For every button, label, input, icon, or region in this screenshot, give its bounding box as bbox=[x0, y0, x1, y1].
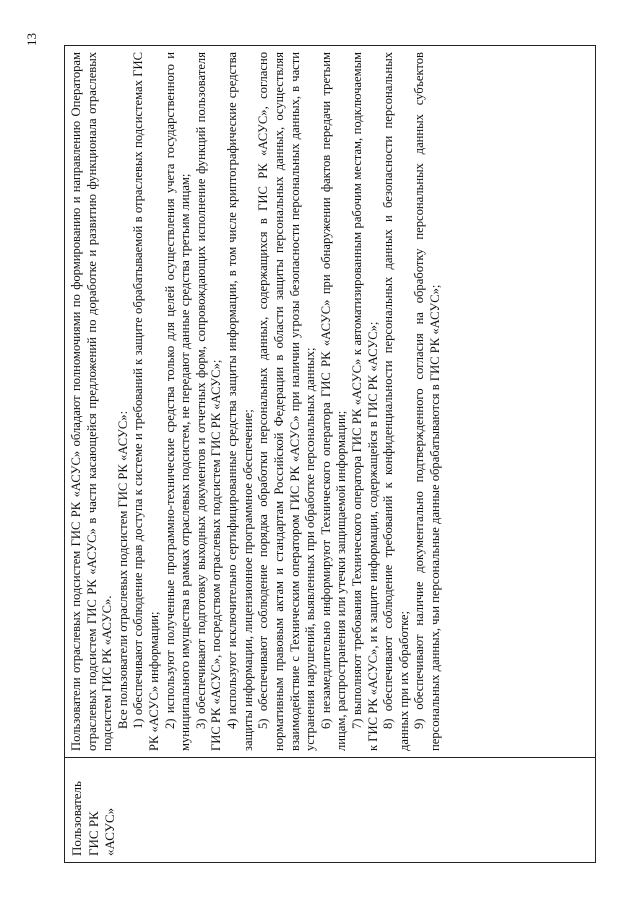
description-cell bbox=[65, 46, 596, 758]
duty-item: 9) обеспечивают наличие документально подтвержденного согласия на обработку персональных данных субъектов персональных данных, чьи персональные данные обрабатываются в ГИС РК «АСУС»; bbox=[412, 52, 443, 751]
table-row bbox=[65, 46, 596, 863]
duty-item: 1) обеспечивают соблюдение прав доступа к системе и требований к защите обрабатываемой в отраслевых подсистемах ГИС РК «АСУС» информации; bbox=[131, 52, 162, 751]
duty-item: 4) используют исключительно сертифицированные средства защиты информации, в том числе криптографические средства защиты информации, лицензионное программное обеспечение; bbox=[225, 52, 255, 751]
duty-item: 8) обеспечивают соблюдение требований к конфиденциальности персональных данных и безопасности персональных данных при их обработке; bbox=[381, 52, 411, 751]
all-users-heading: Все пользователи отраслевых подсистем ГИС РК «АСУС»: bbox=[115, 410, 130, 729]
duty-item: 5) обеспечивают соблюдение порядка обработки персональных данных, содержащихся в ГИС РК «АСУС», согласно нормативным правовым актам и стандартам Российской Федерации в области защиты персональных данных, осуществляя взаимодействие с Техническим оператором ГИС РК «АСУС» при наличии угрозы безопасности персональных данных, в части устранения нарушений, выявленных при обработке персональных данных; bbox=[256, 52, 318, 751]
duty-item: 2) используют полученные программно-технические средства только для целей осуществления учета государственного и муниципального имущества в рамках отраслевых подсистем, не передают данные средства третьим лицам; bbox=[162, 52, 193, 751]
rotated-table-container bbox=[64, 45, 596, 863]
role-cell bbox=[65, 758, 596, 863]
duty-item: 7) выполняют требования Технического оператора ГИС РК «АСУС» к автоматизированным рабочим местам, подключаемым к ГИС РК «АСУС», и к защите информации, содержащейся в ГИС РК «АСУС»; bbox=[349, 52, 380, 751]
responsibilities-table bbox=[64, 45, 596, 863]
role-name: Пользователь ГИС РК «АСУС» bbox=[69, 781, 118, 856]
intro-paragraph: Пользователи отраслевых подсистем ГИС РК «АСУС» обладают полномочиями по формированию и направлению Операторам отраслевых подсистем ГИС РК «АСУС» в части касающейся предложений по доработке и развитию функционала отраслевых подсистем ГИС РК «АСУС». bbox=[69, 52, 115, 751]
page-number: 13 bbox=[24, 33, 39, 46]
duty-item: 6) незамедлительно информируют Технического оператора ГИС РК «АСУС» при обнаружении фактов передачи третьим лицам, распространения или утечки защищаемой информации; bbox=[318, 52, 349, 751]
duty-item: 3) обеспечивают подготовку выходных документов и отчетных форм, сопровождающих исполнение функций пользователя ГИС РК «АСУС», посредством отраслевых подсистем ГИС РК «АСУС»; bbox=[193, 52, 224, 751]
